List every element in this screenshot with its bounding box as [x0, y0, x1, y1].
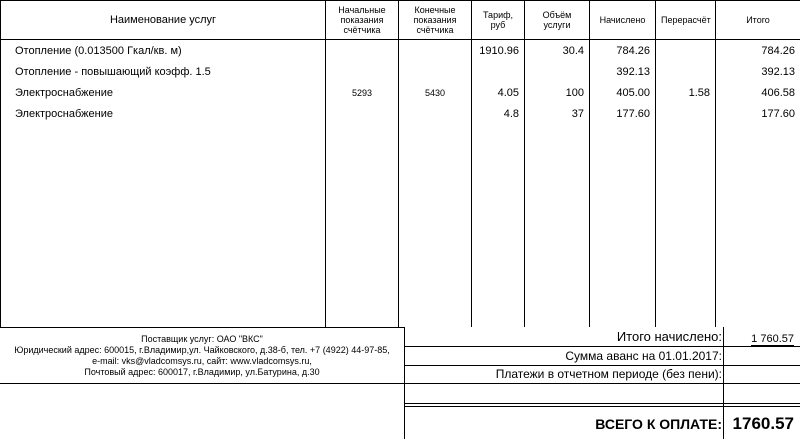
cell-tariff	[472, 61, 525, 82]
totals-block	[405, 327, 800, 439]
cell-service-name: Электроснабжение	[1, 103, 326, 124]
cell-volume	[525, 61, 590, 82]
header-recalc: Перерасчёт	[656, 1, 716, 40]
payments-label: Платежи в отчетном периоде (без пени):	[495, 367, 722, 381]
table-row	[1, 82, 800, 103]
cell-recalc	[656, 40, 716, 62]
header-start-line3: счётчика	[343, 25, 381, 35]
cell-end-reading	[399, 103, 472, 124]
cell-volume: 100	[525, 82, 590, 103]
table-row	[1, 103, 800, 124]
header-start-line2: показания	[340, 15, 384, 25]
cell-recalc: 1.58	[656, 82, 716, 103]
cell-recalc	[656, 103, 716, 124]
header-end-line1: Конечные	[414, 5, 456, 15]
cell-volume: 37	[525, 103, 590, 124]
header-charged: Начислено	[590, 1, 656, 40]
total-due-value: 1760.57	[723, 407, 800, 439]
advance-value	[723, 347, 800, 365]
header-tariff-line1: Тариф,	[482, 10, 514, 20]
cell-total: 784.26	[716, 40, 800, 62]
header-tariff	[472, 1, 525, 40]
cell-service-name: Отопление - повышающий коэфф. 1.5	[1, 61, 326, 82]
cell-charged: 177.60	[590, 103, 656, 124]
cell-end-reading: 5430	[399, 82, 472, 103]
cell-tariff: 1910.96	[472, 40, 525, 62]
header-volume-line1: Объём	[542, 10, 572, 20]
supplier-legal-address: Юридический адрес: 600015, г.Владимир,ул. Чайковского, д.38-б, тел. +7 (4922) 44-97-85,	[14, 345, 390, 355]
cell-total: 177.60	[716, 103, 800, 124]
summary-section	[0, 327, 800, 439]
cell-charged: 405.00	[590, 82, 656, 103]
cell-service-name: Электроснабжение	[1, 82, 326, 103]
total-due-row	[405, 407, 800, 439]
advance-label: Сумма аванс на 01.01.2017:	[565, 349, 722, 363]
supplier-info	[0, 327, 404, 384]
cell-start-reading	[326, 103, 399, 124]
payments-row	[405, 366, 800, 384]
payments-value	[723, 366, 800, 383]
blank-value	[723, 384, 800, 403]
header-end-line3: счётчика	[416, 25, 454, 35]
table-row	[1, 61, 800, 82]
cell-end-reading	[399, 40, 472, 62]
supplier-postal-address: Почтовый адрес: 600017, г.Владимир, ул.Батурина, д.30	[84, 367, 320, 377]
header-service-name: Наименование услуг	[1, 1, 326, 40]
cell-tariff: 4.8	[472, 103, 525, 124]
cell-start-reading: 5293	[326, 82, 399, 103]
total-due-label: ВСЕГО К ОПЛАТЕ:	[595, 416, 722, 432]
header-total: Итого	[716, 1, 800, 40]
cell-volume: 30.4	[525, 40, 590, 62]
header-volume-line2: услуги	[543, 20, 571, 30]
cell-charged: 392.13	[590, 61, 656, 82]
header-end-reading	[399, 1, 472, 40]
header-end-line2: показания	[413, 15, 457, 25]
header-volume	[525, 1, 590, 40]
blank-row	[405, 384, 800, 404]
header-start-line1: Начальные	[338, 5, 386, 15]
cell-tariff: 4.05	[472, 82, 525, 103]
table-filler-row	[1, 124, 800, 327]
cell-charged: 784.26	[590, 40, 656, 62]
total-charged-row	[405, 327, 800, 347]
header-tariff-line2: руб	[490, 20, 506, 30]
cell-total: 406.58	[716, 82, 800, 103]
supplier-blank-area	[0, 384, 404, 439]
table-header-row	[1, 1, 800, 40]
total-charged-value: 1 760.57	[723, 327, 800, 346]
cell-service-name: Отопление (0.013500 Гкал/кв. м)	[1, 40, 326, 62]
cell-total: 392.13	[716, 61, 800, 82]
cell-recalc	[656, 61, 716, 82]
cell-start-reading	[326, 40, 399, 62]
blank-value-thin	[723, 404, 800, 406]
total-charged-label: Итого начислено:	[616, 329, 722, 344]
header-start-reading	[326, 1, 399, 40]
table-row	[1, 40, 800, 62]
cell-end-reading	[399, 61, 472, 82]
supplier-name: Поставщик услуг: ОАО "ВКС"	[141, 334, 263, 344]
supplier-contacts: e-mail: vks@vladcomsys.ru, сайт: www.vladcomsys.ru,	[92, 356, 312, 366]
cell-start-reading	[326, 61, 399, 82]
advance-row	[405, 347, 800, 366]
